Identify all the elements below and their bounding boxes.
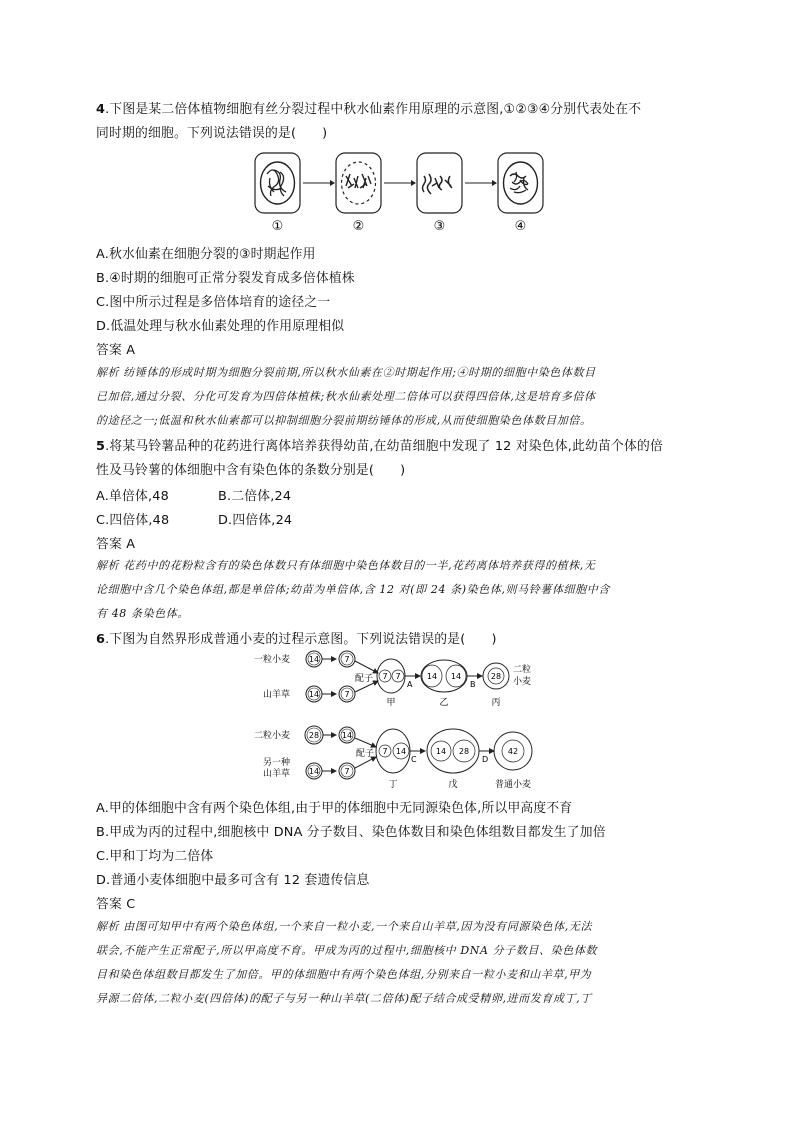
q4-answer: 答案 A xyxy=(96,343,136,358)
wu-g2: 28 xyxy=(458,747,470,756)
bottom-g2: 7 xyxy=(344,767,350,776)
label-jia: 甲 xyxy=(386,698,396,708)
yi-g2: 14 xyxy=(450,672,462,681)
q4-option-a: A.秋水仙素在细胞分裂的③时期起作用 xyxy=(96,247,316,262)
label-shanyangcao-2: 山羊草 xyxy=(262,769,290,779)
q4-option-c: C.图中所示过程是多倍体培育的途径之一 xyxy=(96,295,331,310)
label-c: C xyxy=(411,755,417,764)
top-n2: 14 xyxy=(308,690,320,699)
q5-option-c: C.四倍体,48 xyxy=(96,513,170,528)
q4-stem-line2: 同时期的细胞。下列说法错误的是( ) xyxy=(96,126,328,141)
cell-label-4: ④ xyxy=(514,219,527,234)
jia-g1: 7 xyxy=(382,672,388,681)
label-yili-xiaomai: 一粒小麦 xyxy=(253,655,290,665)
label-erli-xiaomai: 小麦 xyxy=(513,677,532,687)
final-n: 42 xyxy=(507,747,519,756)
label-erli: 二粒 xyxy=(513,665,532,675)
cell-label-1: ① xyxy=(271,219,284,234)
label-another: 另一种 xyxy=(262,758,290,768)
q4-stem-line1: 4.下图是某二倍体植物细胞有丝分裂过程中秋水仙素作用原理的示意图,①②③④分别代表处在不 xyxy=(96,102,642,117)
q4-cell-figure xyxy=(250,150,550,236)
q4-option-b: B.④时期的细胞可正常分裂发育成多倍体植株 xyxy=(96,271,355,286)
q5-stem-line2: 性及马铃薯的体细胞中含有染色体的条数分别是( ) xyxy=(96,463,406,478)
ding-g2: 14 xyxy=(395,747,407,756)
q4-explanation-line1: 解析 纺锤体的形成时期为细胞分裂前期,所以秋水仙素在②时期起作用;④时期的细胞中染色体数目 xyxy=(96,366,596,379)
label-gamete-top: 配子 xyxy=(355,674,374,684)
q6-explanation-line2: 联会,不能产生正常配子,所以甲高度不育。甲成为丙的过程中,细胞核中 DNA 分子数目、染色体数 xyxy=(96,944,598,957)
ding-g1: 7 xyxy=(382,747,388,756)
q6-option-d: D.普通小麦体细胞中最多可含有 12 套遗传信息 xyxy=(96,873,370,888)
label-b: B xyxy=(470,680,476,689)
q6-stem: 6.下图为自然界形成普通小麦的过程示意图。下列说法错误的是( ) xyxy=(96,632,497,647)
label-ding: 丁 xyxy=(388,780,398,790)
wu-g1: 14 xyxy=(435,747,447,756)
q5-stem-line1: 5.将某马铃薯品种的花药进行离体培养获得幼苗,在幼苗细胞中发现了 12 对染色体,此幼苗个体的倍 xyxy=(96,439,664,454)
yi-g1: 14 xyxy=(426,672,438,681)
cell-label-3: ③ xyxy=(433,219,446,234)
q6-option-a: A.甲的体细胞中含有两个染色体组,由于甲的体细胞中无同源染色体,所以甲高度不育 xyxy=(96,801,573,816)
q6-explanation-line1: 解析 由图可知甲中有两个染色体组,一个来自一粒小麦,一个来自山羊草,因为没有同源染色体,无法 xyxy=(96,920,593,933)
cell-4-doubled xyxy=(498,153,543,213)
label-d: D xyxy=(482,755,489,764)
cell-2-prophase xyxy=(336,153,381,213)
q4-explanation-line3: 的途径之一;低温和秋水仙素都可以抑制细胞分裂前期纺锤体的形成,从而使细胞染色体数目加倍。 xyxy=(96,414,592,427)
bottom-g1: 14 xyxy=(341,731,353,740)
q5-option-d: D.四倍体,24 xyxy=(218,513,293,528)
bottom-n1: 28 xyxy=(308,731,320,740)
q5-explanation-line1: 解析 花药中的花粉粒含有的染色体数只有体细胞中染色体数目的一半,花药离体培养获得的植株,无 xyxy=(96,559,596,572)
label-a: A xyxy=(407,680,413,689)
q4-explanation-line2: 已加倍,通过分裂、分化可发育为四倍体植株;秋水仙素处理二倍体可以获得四倍体,这是培育多倍体 xyxy=(96,390,596,403)
label-yi: 乙 xyxy=(439,698,449,708)
label-bing: 丙 xyxy=(491,698,501,708)
bottom-n2: 14 xyxy=(308,767,320,776)
q6-explanation-line3: 目和染色体组数目都发生了加倍。甲的体细胞中有两个染色体组,分别来自一粒小麦和山羊草,甲为 xyxy=(96,968,592,981)
q6-option-c: C.甲和丁均为二倍体 xyxy=(96,849,214,864)
q6-explanation-line4: 异源二倍体,二粒小麦(四倍体)的配子与另一种山羊草(二倍体)配子结合成受精卵,进而发育成丁,丁 xyxy=(96,992,592,1005)
cell-1-interphase xyxy=(255,153,300,213)
cell-label-2: ② xyxy=(352,219,365,234)
bing-n: 28 xyxy=(490,672,502,681)
q5-explanation-line3: 有 48 条染色体。 xyxy=(96,607,189,620)
q6-option-b: B.甲成为丙的过程中,细胞核中 DNA 分子数目、染色体数目和染色体组数目都发生了加倍 xyxy=(96,825,606,840)
cell-3-metaphase xyxy=(417,153,462,213)
q5-option-b: B.二倍体,24 xyxy=(218,489,292,504)
top-n1: 14 xyxy=(308,655,320,664)
q4-option-d: D.低温处理与秋水仙素处理的作用原理相似 xyxy=(96,319,345,334)
q6-answer: 答案 C xyxy=(96,897,136,912)
top-g2: 7 xyxy=(344,690,350,699)
jia-g2: 7 xyxy=(395,672,401,681)
label-putong-xiaomai: 普通小麦 xyxy=(494,780,532,790)
label-shanyangcao: 山羊草 xyxy=(262,690,290,700)
label-wu: 戊 xyxy=(448,780,458,790)
q5-option-a: A.单倍体,48 xyxy=(96,489,169,504)
q5-answer: 答案 A xyxy=(96,537,136,552)
label-gamete-bottom: 配子 xyxy=(356,749,375,759)
top-g1: 7 xyxy=(344,655,350,664)
q5-explanation-line2: 论细胞中含几个染色体组,都是单倍体;幼苗为单倍体,含 12 对(即 24 条)染色体,则马铃薯体细胞中含 xyxy=(96,583,610,596)
wheat-formation-diagram xyxy=(250,645,550,795)
label-erli-xiaomai-src: 二粒小麦 xyxy=(253,731,290,741)
